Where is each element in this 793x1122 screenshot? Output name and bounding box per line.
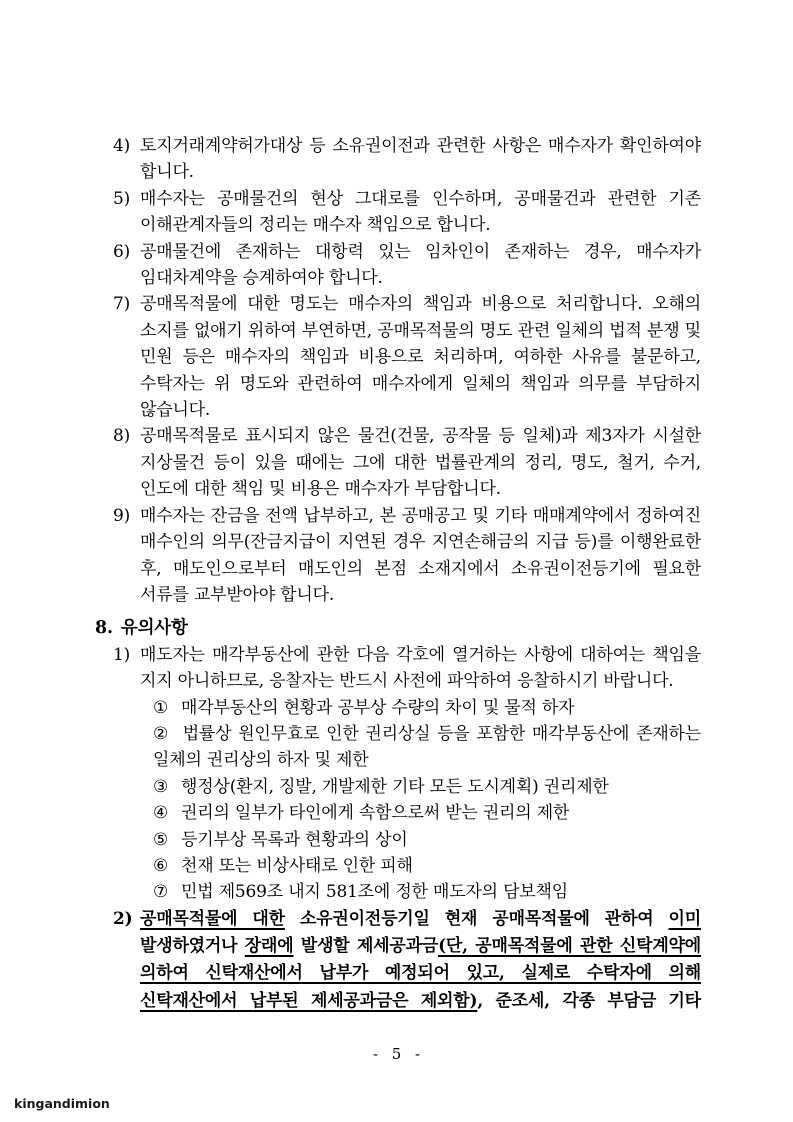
sub-item-1 bbox=[153, 695, 701, 721]
list-item-9 bbox=[113, 503, 701, 609]
section-title: 유의사항 bbox=[120, 618, 188, 639]
notice-item-1 bbox=[113, 642, 701, 695]
sub-item-5 bbox=[153, 827, 701, 853]
sub-item-marker: ④ bbox=[153, 803, 169, 824]
sub-item-text: 매각부동산의 현황과 공부상 수량의 차이 및 물적 하자 bbox=[181, 697, 575, 718]
item-text: 매수자는 공매물건의 현상 그대로를 인수하며, 공매물건과 관련한 기존 이해관계자들의 정리는 매수자 책임으로 합니다. bbox=[140, 188, 701, 236]
item-text bbox=[140, 906, 701, 1015]
list-item-8 bbox=[113, 423, 701, 502]
sub-item-marker: ② bbox=[153, 723, 170, 744]
sub-item-text: 천재 또는 비상사태로 인한 피해 bbox=[181, 855, 413, 876]
item-number: 7) bbox=[113, 294, 131, 315]
notice-sub-list bbox=[153, 695, 701, 906]
sub-item-6 bbox=[153, 853, 701, 879]
sub-item-marker: ① bbox=[153, 697, 169, 718]
item-text: 토지거래계약허가대상 등 소유권이전과 관련한 사항은 매수자가 확인하여야 합니다. bbox=[140, 136, 701, 183]
watermark-text: kingandimion bbox=[14, 1096, 110, 1111]
item-number: 6) bbox=[113, 241, 131, 262]
list-item-6 bbox=[113, 239, 701, 292]
item-text: 매도자는 매각부동산에 관한 다음 각호에 열거하는 사항에 대하여는 책임을 지지 아니하므로, 응찰자는 반드시 사전에 파악하여 응찰하시기 바랍니다. bbox=[140, 644, 701, 692]
sub-item-text: 등기부상 목록과 현황과의 상이 bbox=[181, 829, 408, 850]
item-text: 공매물건에 존재하는 대항력 있는 임차인이 존재하는 경우, 매수자가 임대차계약을 승계하여야 합니다. bbox=[140, 241, 701, 289]
underlined-text: 이미 bbox=[668, 908, 701, 929]
sub-item-4 bbox=[153, 800, 701, 826]
item-text: 공매목적물로 표시되지 않은 물건(건물, 공작물 등 일체)과 제3자가 시설한 지상물건 등이 있을 때에는 그에 대한 법률관계의 정리, 명도, 철거, 수거, 인도에 대한 책임 및 비용은 매수자가 부담합니다. bbox=[140, 426, 701, 500]
document-body bbox=[95, 133, 701, 1015]
list-item-4 bbox=[113, 133, 701, 186]
list-item-5 bbox=[113, 186, 701, 239]
item-number: 8) bbox=[113, 426, 131, 447]
bold-text: 소유권이전등기일 현재 공매목적물에 관하여 bbox=[284, 908, 669, 929]
sub-item-marker: ③ bbox=[153, 776, 169, 797]
item-number: 2) bbox=[113, 908, 133, 929]
sub-item-marker: ⑤ bbox=[153, 829, 169, 850]
item-text: 매수자는 잔금을 전액 납부하고, 본 공매공고 및 기타 매매계약에서 정하여진 매수인의 의무(잔금지급이 지연된 경우 지연손해금의 지급 등)를 이행완료한 후, 매도인으로부터 매도인의 본점 소재지에서 소유권이전등기에 필요한 서류를 교부받아야 합니다. bbox=[140, 505, 701, 605]
page-number: - 5 - bbox=[372, 1045, 421, 1063]
sub-item-2 bbox=[153, 721, 701, 774]
item-number: 5) bbox=[113, 188, 131, 209]
sub-item-text: 행정상(환지, 징발, 개발제한 기타 모든 도시계획) 권리제한 bbox=[181, 776, 609, 797]
list-item-7 bbox=[113, 291, 701, 423]
sub-item-7 bbox=[153, 879, 701, 905]
sub-item-text: 민법 제569조 내지 581조에 정한 매도자의 담보책임 bbox=[181, 882, 568, 903]
sub-item-marker: ⑥ bbox=[153, 855, 169, 876]
sub-item-text: 법률상 원인무효로 인한 권리상실 등을 포함한 매각부동산에 존재하는 일체의 권리상의 하자 및 제한 bbox=[153, 723, 701, 771]
underlined-text: (단, 공매목적물에 관한 신탁계약에 의하여 신탁재산에서 납부가 예정되어 있고, 실제로 수탁자에 의해 신탁재산에서 납부된 제세공과금은 제외함) bbox=[140, 936, 701, 1011]
sub-item-text: 권리의 일부가 타인에게 속함으로써 받는 권리의 제한 bbox=[181, 803, 570, 824]
item-number: 4) bbox=[113, 136, 131, 156]
item-text: 공매목적물에 대한 명도는 매수자의 책임과 비용으로 처리합니다. 오해의 소지를 없애기 위하여 부연하면, 공매목적물의 명도 관련 일체의 법적 분쟁 및 민원 등은 매수자의 책임과 비용으로 처리하며, 여하한 사유를 불문하고, 수탁자는 위 명도와 관련하여 매수자에게 일체의 책임과 의무를 부담하지 않습니다. bbox=[140, 294, 701, 421]
sub-item-marker: ⑦ bbox=[153, 882, 169, 903]
bold-text: , 준조세, 각종 부담금 기타 bbox=[477, 990, 701, 1011]
bold-text: 발생하였거나 bbox=[140, 936, 245, 957]
underlined-text: 공매목적물에 대한 bbox=[140, 908, 285, 929]
item-number: 9) bbox=[113, 505, 131, 526]
underlined-text: 장래에 bbox=[244, 936, 294, 957]
bold-text: 발생할 제세공과금 bbox=[293, 936, 439, 957]
item-number: 1) bbox=[113, 644, 131, 665]
section-number: 8. bbox=[95, 618, 113, 639]
notice-item-2 bbox=[113, 906, 701, 1015]
sub-item-3 bbox=[153, 774, 701, 800]
section-heading bbox=[95, 615, 701, 641]
